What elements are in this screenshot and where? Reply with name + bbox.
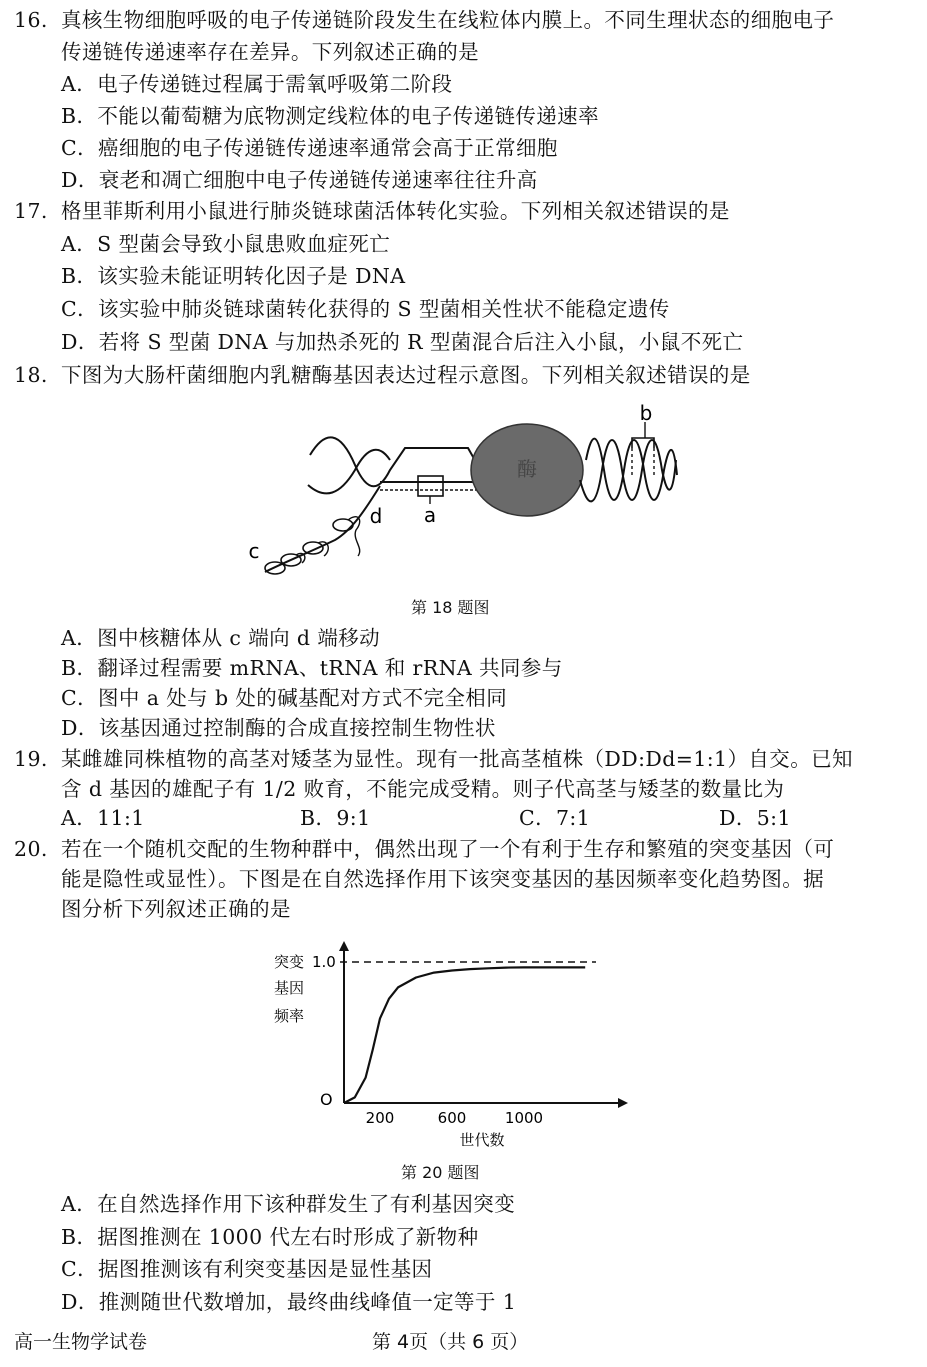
xlabel: 世代数 (459, 1131, 505, 1149)
q19-stem-line2: 含 d 基因的雄配子有 1/2 败育，不能完成受精。则子代高茎与矮茎的数量比为 (61, 777, 785, 801)
q18-figure-caption: 第 18 题图 (411, 598, 490, 617)
label-a: a (423, 503, 437, 527)
q16-stem-line1 (14, 6, 834, 34)
q17-option-d: D．若将 S 型菌 DNA 与加热杀死的 R 型菌混合后注入小鼠，小鼠不死亡 (61, 330, 744, 354)
label-c: c (248, 539, 260, 563)
q18-option-d: D．该基因通过控制酶的合成直接控制生物性状 (61, 716, 496, 740)
q16-stem-text1: 真核生物细胞呼吸的电子传递链阶段发生在线粒体内膜上。不同生理状态的细胞电子 (61, 8, 835, 32)
q20-stem-line1 (14, 835, 834, 863)
footer-exam-title: 高一生物学试卷 (14, 1331, 148, 1353)
ylabel-line-1: 突变 (274, 953, 305, 971)
label-b: b (639, 401, 653, 425)
q19-stem-text1: 某雌雄同株植物的高茎对矮茎为显性。现有一批高茎植株（DD:Dd=1:1）自交。已知 (61, 747, 853, 771)
ylabel-line-3: 频率 (274, 1007, 305, 1025)
q20-option-b: B．据图推测在 1000 代左右时形成了新物种 (61, 1225, 479, 1249)
dna-strand-lower (308, 450, 390, 494)
site-a-box (418, 476, 443, 496)
q20-stem-line3: 图分析下列叙述正确的是 (61, 897, 291, 921)
q18-gene-expression-diagram (240, 400, 690, 585)
q19-option-c: C．7:1 (519, 806, 591, 830)
q17-option-a: A．S 型菌会导致小鼠患败血症死亡 (61, 232, 391, 256)
q18-stem-line1 (14, 361, 751, 389)
q17-stem-text1: 格里菲斯利用小鼠进行肺炎链球菌活体转化实验。下列相关叙述错误的是 (61, 199, 730, 223)
q20-stem-text1: 若在一个随机交配的生物种群中，偶然出现了一个有利于生存和繁殖的突变基因（可 (61, 837, 835, 861)
gene-frequency-curve (344, 967, 585, 1103)
q16-option-d: D．衰老和凋亡细胞中电子传递链传递速率往往升高 (61, 168, 538, 192)
q19-number: 19. (14, 747, 48, 771)
footer-page-number: 第 4页（共 6 页） (372, 1331, 529, 1353)
q19-option-b: B．9:1 (300, 806, 371, 830)
q20-figure-caption: 第 20 题图 (401, 1163, 480, 1182)
ylabel-line-2: 基因 (274, 979, 305, 997)
q19-stem-line1 (14, 745, 853, 773)
label-d: d (369, 504, 383, 528)
origin-label: O (320, 1090, 333, 1109)
dna-strand-upper (310, 437, 485, 486)
q16-option-c: C．癌细胞的电子传递链传递速率通常会高于正常细胞 (61, 136, 558, 160)
q20-option-c: C．据图推测该有利突变基因是显性基因 (61, 1257, 433, 1281)
x-tick-label-3: 1000 (504, 1109, 544, 1127)
q16-number: 16. (14, 8, 48, 32)
q17-option-c: C．该实验中肺炎链球菌转化获得的 S 型菌相关性状不能稳定遗传 (61, 297, 670, 321)
q18-stem-text1: 下图为大肠杆菌细胞内乳糖酶基因表达过程示意图。下列相关叙述错误的是 (61, 363, 751, 387)
q20-option-a: A．在自然选择作用下该种群发生了有利基因突变 (61, 1192, 516, 1216)
q16-stem-line2: 传递链传递速率存在差异。下列叙述正确的是 (61, 40, 479, 64)
q18-option-c: C．图中 a 处与 b 处的碱基配对方式不完全相同 (61, 686, 508, 710)
y-tick-label-1: 1.0 (312, 953, 336, 971)
q16-option-a: A．电子传递链过程属于需氧呼吸第二阶段 (61, 72, 453, 96)
q20-gene-frequency-chart (260, 935, 640, 1155)
q20-option-d: D．推测随世代数增加，最终曲线峰值一定等于 1 (61, 1290, 517, 1314)
q16-option-b: B．不能以葡萄糖为底物测定线粒体的电子传递链传递速率 (61, 104, 599, 128)
ribosome-1 (333, 519, 353, 531)
mrna-strand (265, 486, 380, 572)
q17-option-b: B．该实验未能证明转化因子是 DNA (61, 264, 406, 288)
q18-option-b: B．翻译过程需要 mRNA、tRNA 和 rRNA 共同参与 (61, 656, 563, 680)
x-tick-label-2: 600 (437, 1109, 467, 1127)
q17-number: 17. (14, 199, 48, 223)
q19-option-a: A．11:1 (61, 806, 145, 830)
q20-stem-line2: 能是隐性或显性）。下图是在自然选择作用下该突变基因的基因频率变化趋势图。据 (61, 867, 825, 891)
enzyme-label: 酶 (517, 457, 537, 481)
y-axis-arrow (339, 941, 349, 951)
q20-number: 20. (14, 837, 48, 861)
q17-stem-line1 (14, 197, 730, 225)
x-axis-arrow (618, 1098, 628, 1108)
q19-option-d: D．5:1 (719, 806, 791, 830)
q18-number: 18. (14, 363, 48, 387)
x-tick-label-1: 200 (365, 1109, 395, 1127)
q18-option-a: A．图中核糖体从 c 端向 d 端移动 (61, 626, 381, 650)
